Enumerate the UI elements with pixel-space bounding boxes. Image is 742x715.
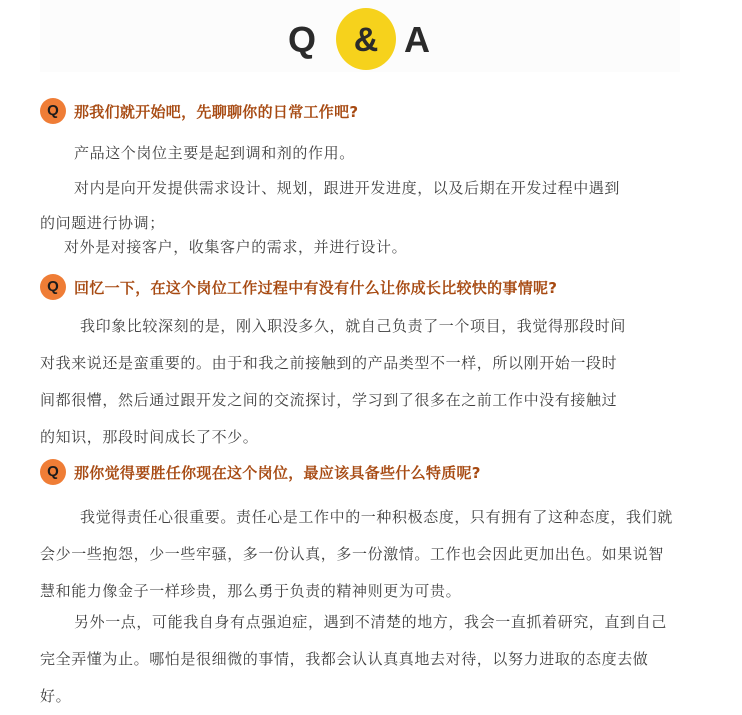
q-badge-icon: Q [40,98,66,124]
answer-line: 我觉得责任心很重要。责任心是工作中的一种积极态度，只有拥有了这种态度，我们就 [80,508,673,526]
q-badge-icon: Q [40,459,66,485]
answer-line: 对内是向开发提供需求设计、规划，跟进开发进度，以及后期在开发过程中遇到 [74,179,621,197]
q-badge-icon: Q [40,274,66,300]
answer-line: 慧和能力像金子一样珍贵，那么勇于负责的精神则更为可贵。 [40,582,462,600]
qa-title-a: A [404,19,430,60]
answer-3-paragraph-1 [40,499,712,610]
answer-2-paragraph-1 [40,308,712,456]
answer-line: 产品这个岗位主要是起到调和剂的作用。 [74,144,355,162]
answer-line: 另外一点，可能我自身有点强迫症，遇到不清楚的地方，我会一直抓着研究，直到自己 [74,613,667,631]
question-text: 回忆一下，在这个岗位工作过程中有没有什么让你成长比较快的事情呢? [74,278,558,297]
answer-1-paragraph-3 [40,230,712,265]
qa-yellow-circle-icon [336,8,396,70]
qa-title-q: Q [288,19,317,60]
answer-line: 对外是对接客户，收集客户的需求，并进行设计。 [64,238,408,256]
answer-line: 我印象比较深刻的是，刚入职没多久，就自己负责了一个项目，我觉得那段时间 [80,317,627,335]
answer-1-paragraph-1 [40,136,712,171]
answer-line: 间都很懵，然后通过跟开发之间的交流探讨，学习到了很多在之前工作中没有接触过 [40,391,618,409]
question-text: 那你觉得要胜任你现在这个岗位，最应该具备些什么特质呢? [74,463,481,482]
question-3 [40,458,481,486]
answer-line: 的知识，那段时间成长了不少。 [40,428,259,446]
answer-line: 完全弄懂为止。哪怕是很细微的事情，我都会认认真真地去对待，以努力进取的态度去做 [40,650,649,668]
question-2 [40,273,557,301]
qa-title-logo [286,8,456,68]
qa-title-ampersand: & [353,21,379,59]
answer-line: 对我来说还是蛮重要的。由于和我之前接触到的产品类型不一样，所以刚开始一段时 [40,354,618,372]
answer-3-paragraph-2 [40,604,712,715]
question-text: 那我们就开始吧，先聊聊你的日常工作吧? [74,102,359,121]
answer-line: 会少一些抱怨，少一些牢骚，多一份认真，多一份激情。工作也会因此更加出色。如果说智 [40,545,665,563]
question-1 [40,97,358,125]
answer-line: 的问题进行协调； [40,214,165,232]
answer-line: 好。 [40,687,72,705]
